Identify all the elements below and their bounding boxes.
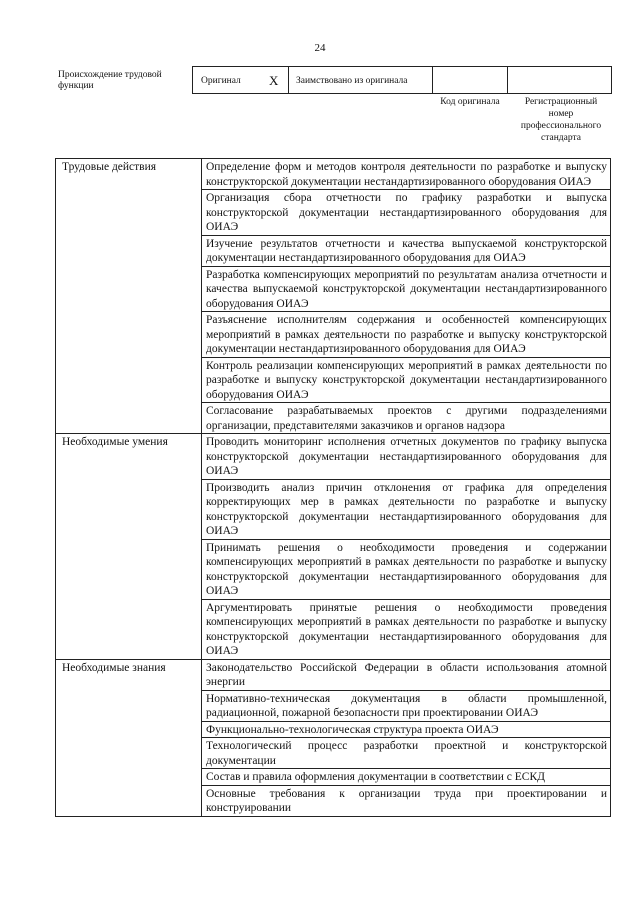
section-item: Проводить мониторинг исполнения отчетных документов по графику выпуска конструкторской документации нестандартизированного оборудования для ОИАЭ bbox=[202, 434, 611, 480]
section-item: Законодательство Российской Федерации в области использования атомной энергии bbox=[202, 659, 611, 690]
section-item: Аргументировать принятые решения о необходимости проведения компенсирующих мероприятий в рамках деятельности по разработке и выпуску конструкторской документации нестандартизированного оборудования для ОИАЭ bbox=[202, 599, 611, 659]
borrowed-cell bbox=[289, 67, 433, 93]
section-item: Изучение результатов отчетности и качества выпускаемой конструкторской документации нестандартизированного оборудования для ОИАЭ bbox=[202, 235, 611, 266]
borrowed-label: Заимствовано из оригинала bbox=[296, 76, 408, 86]
section-label: Трудовые действия bbox=[56, 159, 202, 434]
section-label: Необходимые умения bbox=[56, 434, 202, 660]
section-label: Необходимые знания bbox=[56, 659, 202, 816]
section-item: Согласование разрабатываемых проектов с другими подразделениями организации, представителями заказчиков и органов надзора bbox=[202, 403, 611, 434]
original-cell bbox=[193, 67, 289, 93]
section-item: Контроль реализации компенсирующих мероприятий в рамках деятельности по разработке и выпуску конструкторской документации нестандартизированного оборудования ОИАЭ bbox=[202, 357, 611, 403]
labor-function-table bbox=[55, 158, 611, 817]
section-item: Функционально-технологическая структура проекта ОИАЭ bbox=[202, 721, 611, 738]
code-caption: Код оригинала bbox=[440, 97, 500, 107]
reg-number-cell bbox=[508, 67, 612, 93]
section-item: Состав и правила оформления документации в соответствии с ЕСКД bbox=[202, 769, 611, 786]
section-item: Организация сбора отчетности по графику разработки и выпуска конструкторской документации нестандартизированного оборудования для ОИАЭ bbox=[202, 190, 611, 236]
section-item: Определение форм и методов контроля деятельности по разработке и выпуску конструкторской документации нестандартизированного оборудования ОИАЭ bbox=[202, 159, 611, 190]
section-item: Разработка компенсирующих мероприятий по результатам анализа отчетности и качества выпускаемой конструкторской документации нестандартизированного оборудования ОИАЭ bbox=[202, 266, 611, 312]
table-row bbox=[56, 434, 611, 480]
origin-label: Происхождение трудовой функции bbox=[58, 70, 162, 91]
section-item: Основные требования к организации труда при проектировании и конструировании bbox=[202, 785, 611, 816]
reg-caption: Регистрационный номер профессионального стандарта bbox=[520, 97, 602, 143]
origin-box bbox=[192, 66, 612, 94]
section-item: Разъяснение исполнителям содержания и особенностей компенсирующих мероприятий в рамках деятельности по разработке и выпуску конструкторской документации нестандартизированного оборудования для ОИАЭ bbox=[202, 312, 611, 358]
original-mark: X bbox=[269, 73, 279, 88]
original-label: Оригинал bbox=[201, 76, 241, 86]
page-number: 24 bbox=[314, 42, 326, 54]
section-item: Технологический процесс разработки проектной и конструкторской документации bbox=[202, 738, 611, 769]
table-row bbox=[56, 659, 611, 690]
section-item: Принимать решения о необходимости проведения и содержании компенсирующих мероприятий в рамках деятельности по разработке и выпуску конструкторской документации нестандартизированного оборудования для ОИАЭ bbox=[202, 539, 611, 599]
table-row bbox=[56, 159, 611, 190]
section-item: Производить анализ причин отклонения от графика для определения корректирующих мер в рамках деятельности по разработке и выпуску конструкторской документации нестандартизированного оборудования для ОИАЭ bbox=[202, 479, 611, 539]
original-code-cell bbox=[433, 67, 508, 93]
section-item: Нормативно-техническая документация в области промышленной, радиационной, пожарной безопасности при проектировании ОИАЭ bbox=[202, 690, 611, 721]
